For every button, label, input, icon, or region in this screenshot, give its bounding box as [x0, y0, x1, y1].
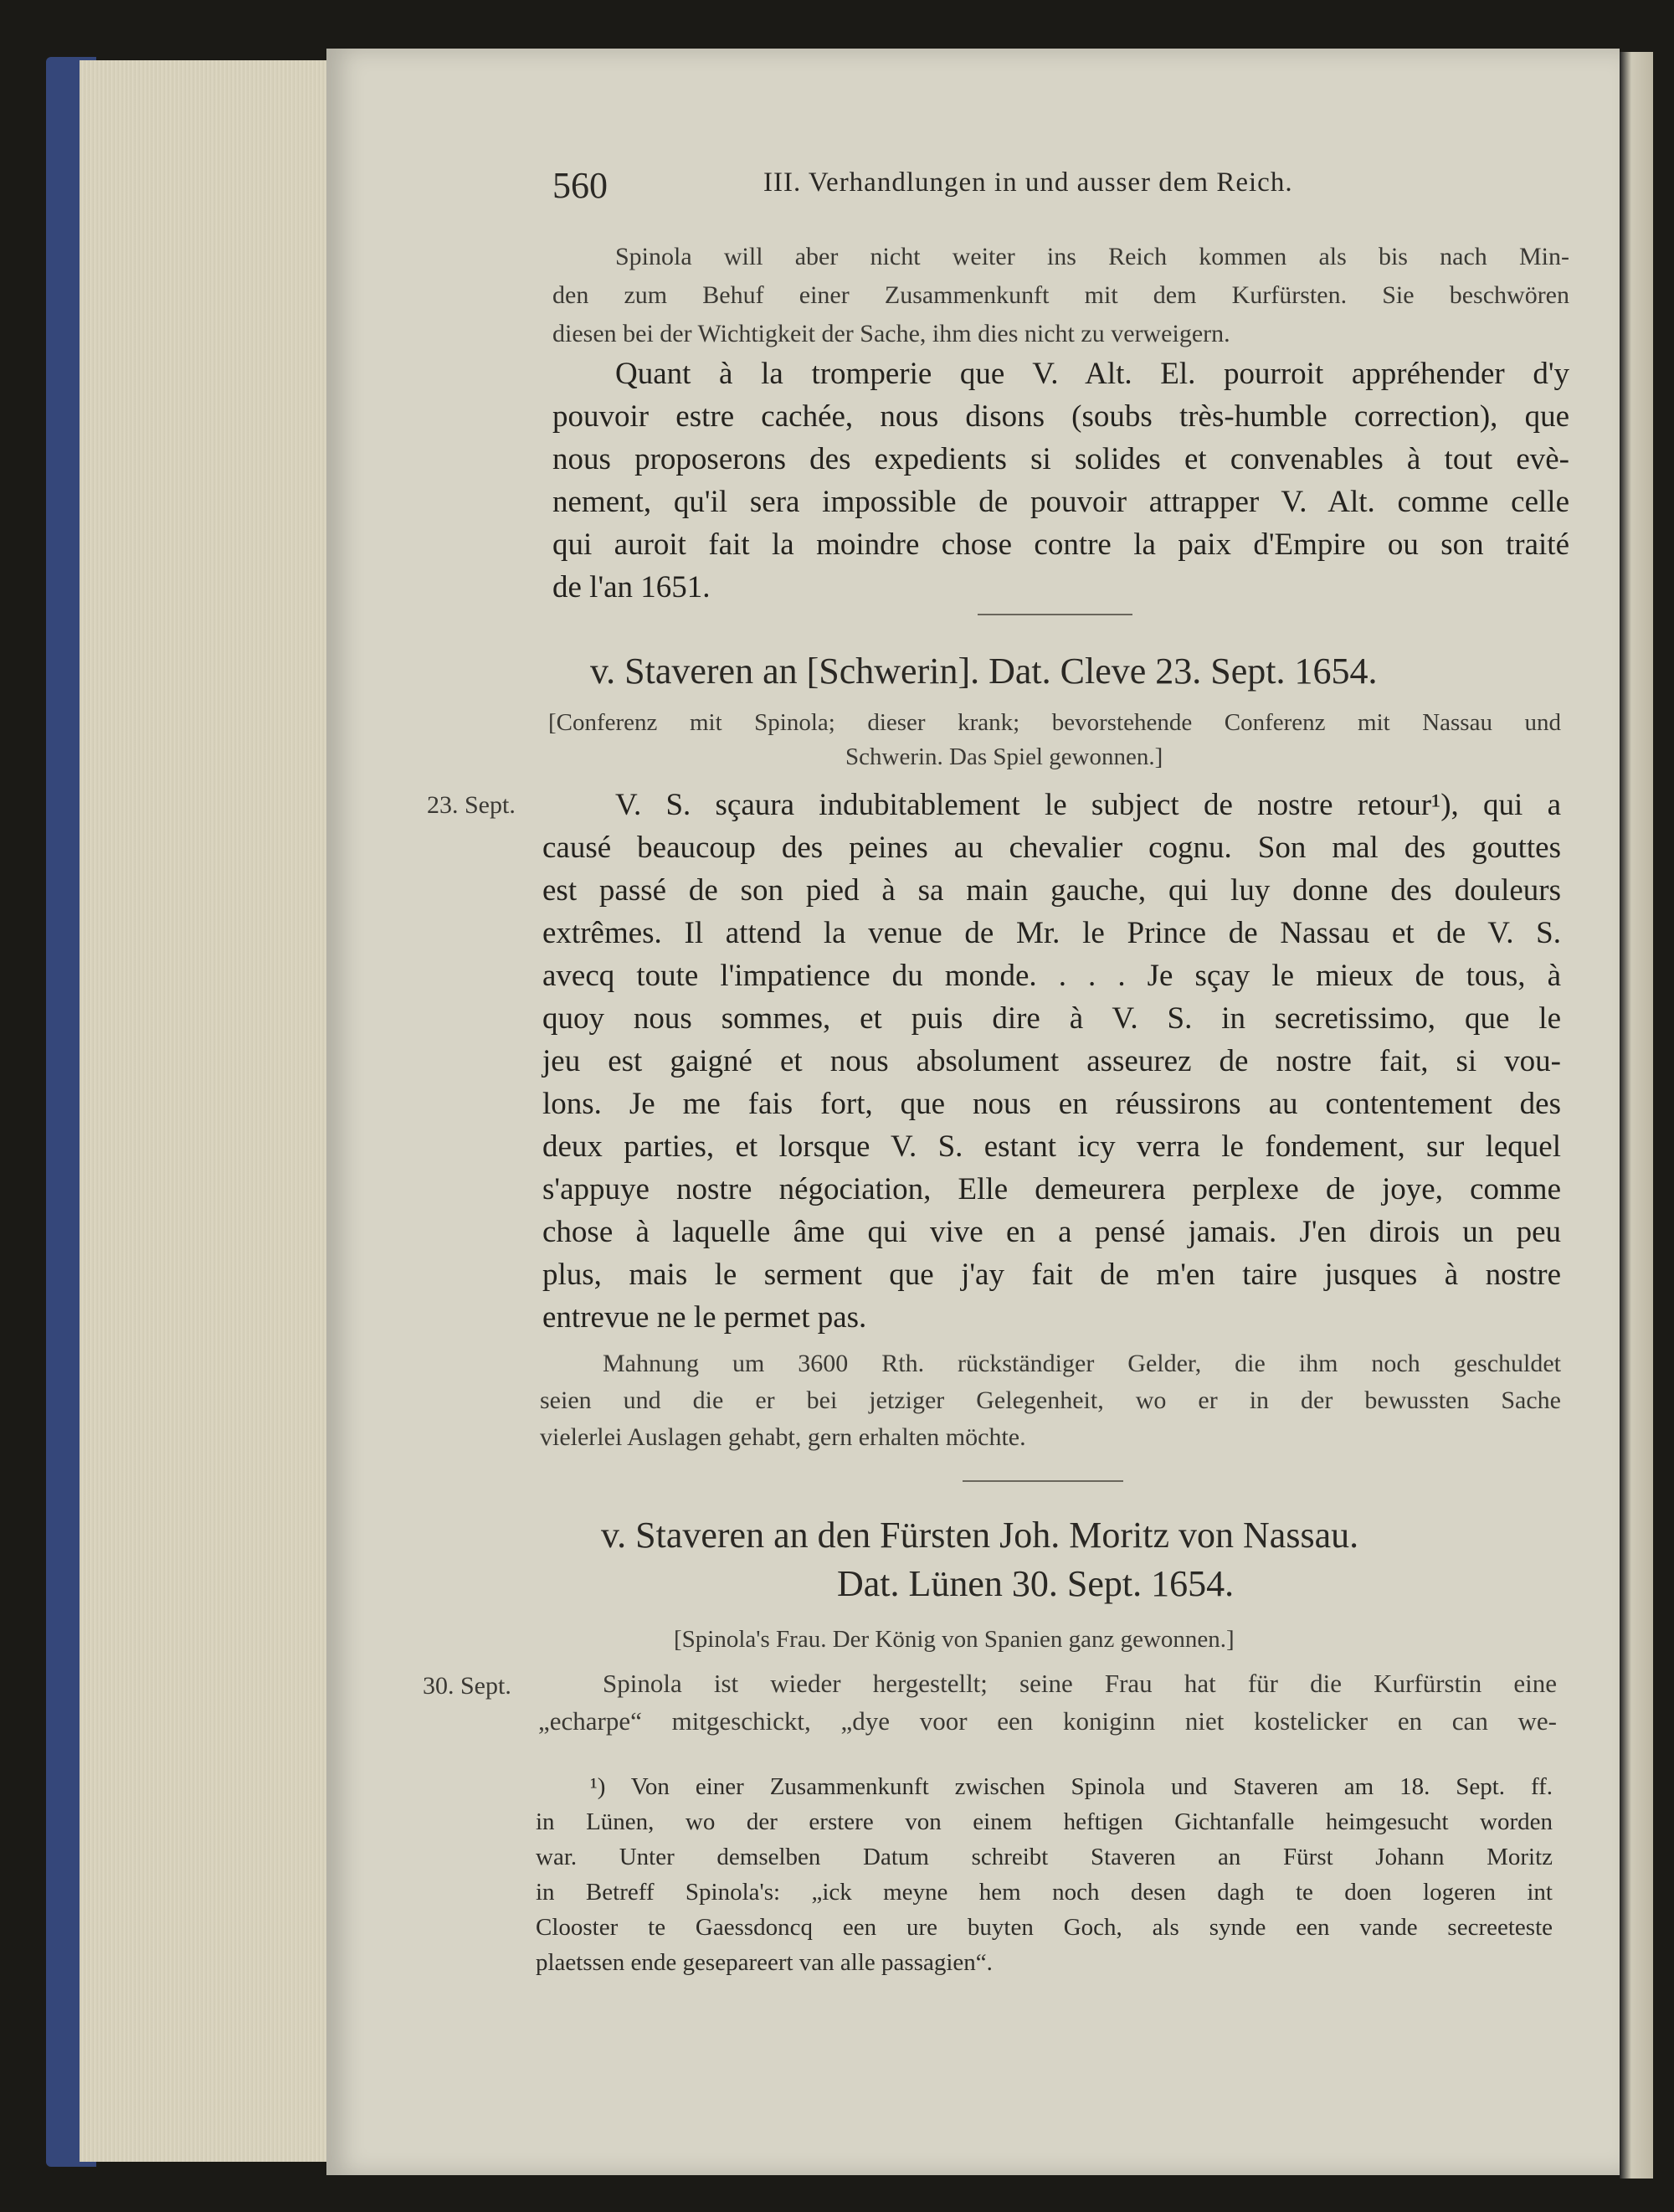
body-line: causé beaucoup des peines au chevalier cognu. Son mal des gouttes	[542, 831, 1561, 865]
body-line: plus, mais le serment que j'ay fait de m'en taire jusques à nostre	[542, 1258, 1561, 1292]
body-line: quoy nous sommes, et puis dire à V. S. in secretissimo, que le	[542, 1001, 1561, 1036]
running-title: III. Verhandlungen in und ausser dem Reich.	[763, 167, 1293, 198]
margin-date: 30. Sept.	[423, 1672, 511, 1700]
footnote-line: in Betreff Spinola's: „ick meyne hem noch desen dagh te doen logeren int	[536, 1879, 1553, 1906]
summary-line: seien und die er bei jetziger Gelegenheit, wo er in der bewussten Sache	[540, 1386, 1561, 1414]
summary-line: Spinola will aber nicht weiter ins Reich kommen als bis nach Min-	[615, 243, 1569, 270]
body-line: est passé de son pied à sa main gauche, qui luy donne des douleurs	[542, 873, 1561, 908]
letter-heading: v. Staveren an den Fürsten Joh. Moritz von Nassau.	[601, 1515, 1359, 1556]
body-line: de l'an 1651.	[552, 570, 711, 604]
body-line: avecq toute l'impatience du monde. . . . Je sçay le mieux de tous, à	[542, 959, 1561, 993]
footnote-line: war. Unter demselben Datum schreibt Staveren an Fürst Johann Moritz	[536, 1844, 1553, 1870]
body-line: jeu est gaigné et nous absolument asseurez de nostre fait, si vou-	[542, 1044, 1561, 1078]
body-line: chose à laquelle âme qui vive en a pensé jamais. J'en dirois un peu	[542, 1215, 1561, 1249]
section-divider	[963, 1480, 1123, 1482]
body-line: nement, qu'il sera impossible de pouvoir attrapper V. Alt. comme celle	[552, 485, 1569, 519]
summary-line: vielerlei Auslagen gehabt, gern erhalten möchte.	[540, 1423, 1026, 1451]
summary-line: Spinola ist wieder hergestellt; seine Frau hat für die Kurfürstin eine	[603, 1669, 1557, 1698]
footnote-line: ¹) Von einer Zusammenkunft zwischen Spinola und Staveren am 18. Sept. ff.	[590, 1773, 1553, 1800]
letter-summary-line: [Conferenz mit Spinola; dieser krank; bevorstehende Conferenz mit Nassau und	[548, 709, 1561, 736]
body-line: Quant à la tromperie que V. Alt. El. pourroit appréhender d'y	[615, 357, 1569, 391]
margin-date: 23. Sept.	[427, 791, 516, 819]
section-divider	[978, 614, 1132, 615]
letter-heading: Dat. Lünen 30. Sept. 1654.	[837, 1563, 1235, 1604]
body-line: deux parties, et lorsque V. S. estant icy verra le fondement, sur lequel	[542, 1129, 1561, 1164]
body-line: pouvoir estre cachée, nous disons (soubs très-humble correction), que	[552, 399, 1569, 434]
body-line: qui auroit fait la moindre chose contre la paix d'Empire ou son traité	[552, 527, 1569, 562]
summary-line: „echarpe“ mitgeschickt, „dye voor een koniginn niet kostelicker en can we-	[538, 1706, 1557, 1736]
body-line: lons. Je me fais fort, que nous en réussirons au contentement des	[542, 1087, 1561, 1121]
summary-line: diesen bei der Wichtigkeit der Sache, ihm dies nicht zu verweigern.	[552, 320, 1230, 347]
footnote-line: in Lünen, wo der erstere von einem heftigen Gichtanfalle heimgesucht worden	[536, 1808, 1553, 1835]
page-number: 560	[552, 165, 608, 206]
summary-line: Mahnung um 3600 Rth. rückständiger Gelder, die ihm noch geschuldet	[603, 1350, 1561, 1377]
body-line: s'appuye nostre négociation, Elle demeurera perplexe de joye, comme	[542, 1172, 1561, 1206]
footnote-line: plaetssen ende gesepareert van alle passagien“.	[536, 1949, 993, 1976]
letter-summary: [Spinola's Frau. Der König von Spanien ganz gewonnen.]	[674, 1626, 1235, 1653]
summary-line: den zum Behuf einer Zusammenkunft mit dem Kurfürsten. Sie beschwören	[552, 281, 1569, 309]
facing-page-edge	[1620, 52, 1653, 2179]
body-line: entrevue ne le permet pas.	[542, 1300, 867, 1335]
page-stack-edge	[80, 60, 331, 2162]
body-line: extrêmes. Il attend la venue de Mr. le Prince de Nassau et de V. S.	[542, 916, 1561, 950]
letter-heading: v. Staveren an [Schwerin]. Dat. Cleve 23. Sept. 1654.	[590, 651, 1378, 692]
letter-summary-line: Schwerin. Das Spiel gewonnen.]	[845, 743, 1163, 770]
footnote-line: Clooster te Gaessdoncq een ure buyten Goch, als synde een vande secreeteste	[536, 1914, 1553, 1941]
body-line: nous proposerons des expedients si solides et convenables à tout evè-	[552, 442, 1569, 476]
body-line: V. S. sçaura indubitablement le subject de nostre retour¹), qui a	[615, 788, 1561, 822]
